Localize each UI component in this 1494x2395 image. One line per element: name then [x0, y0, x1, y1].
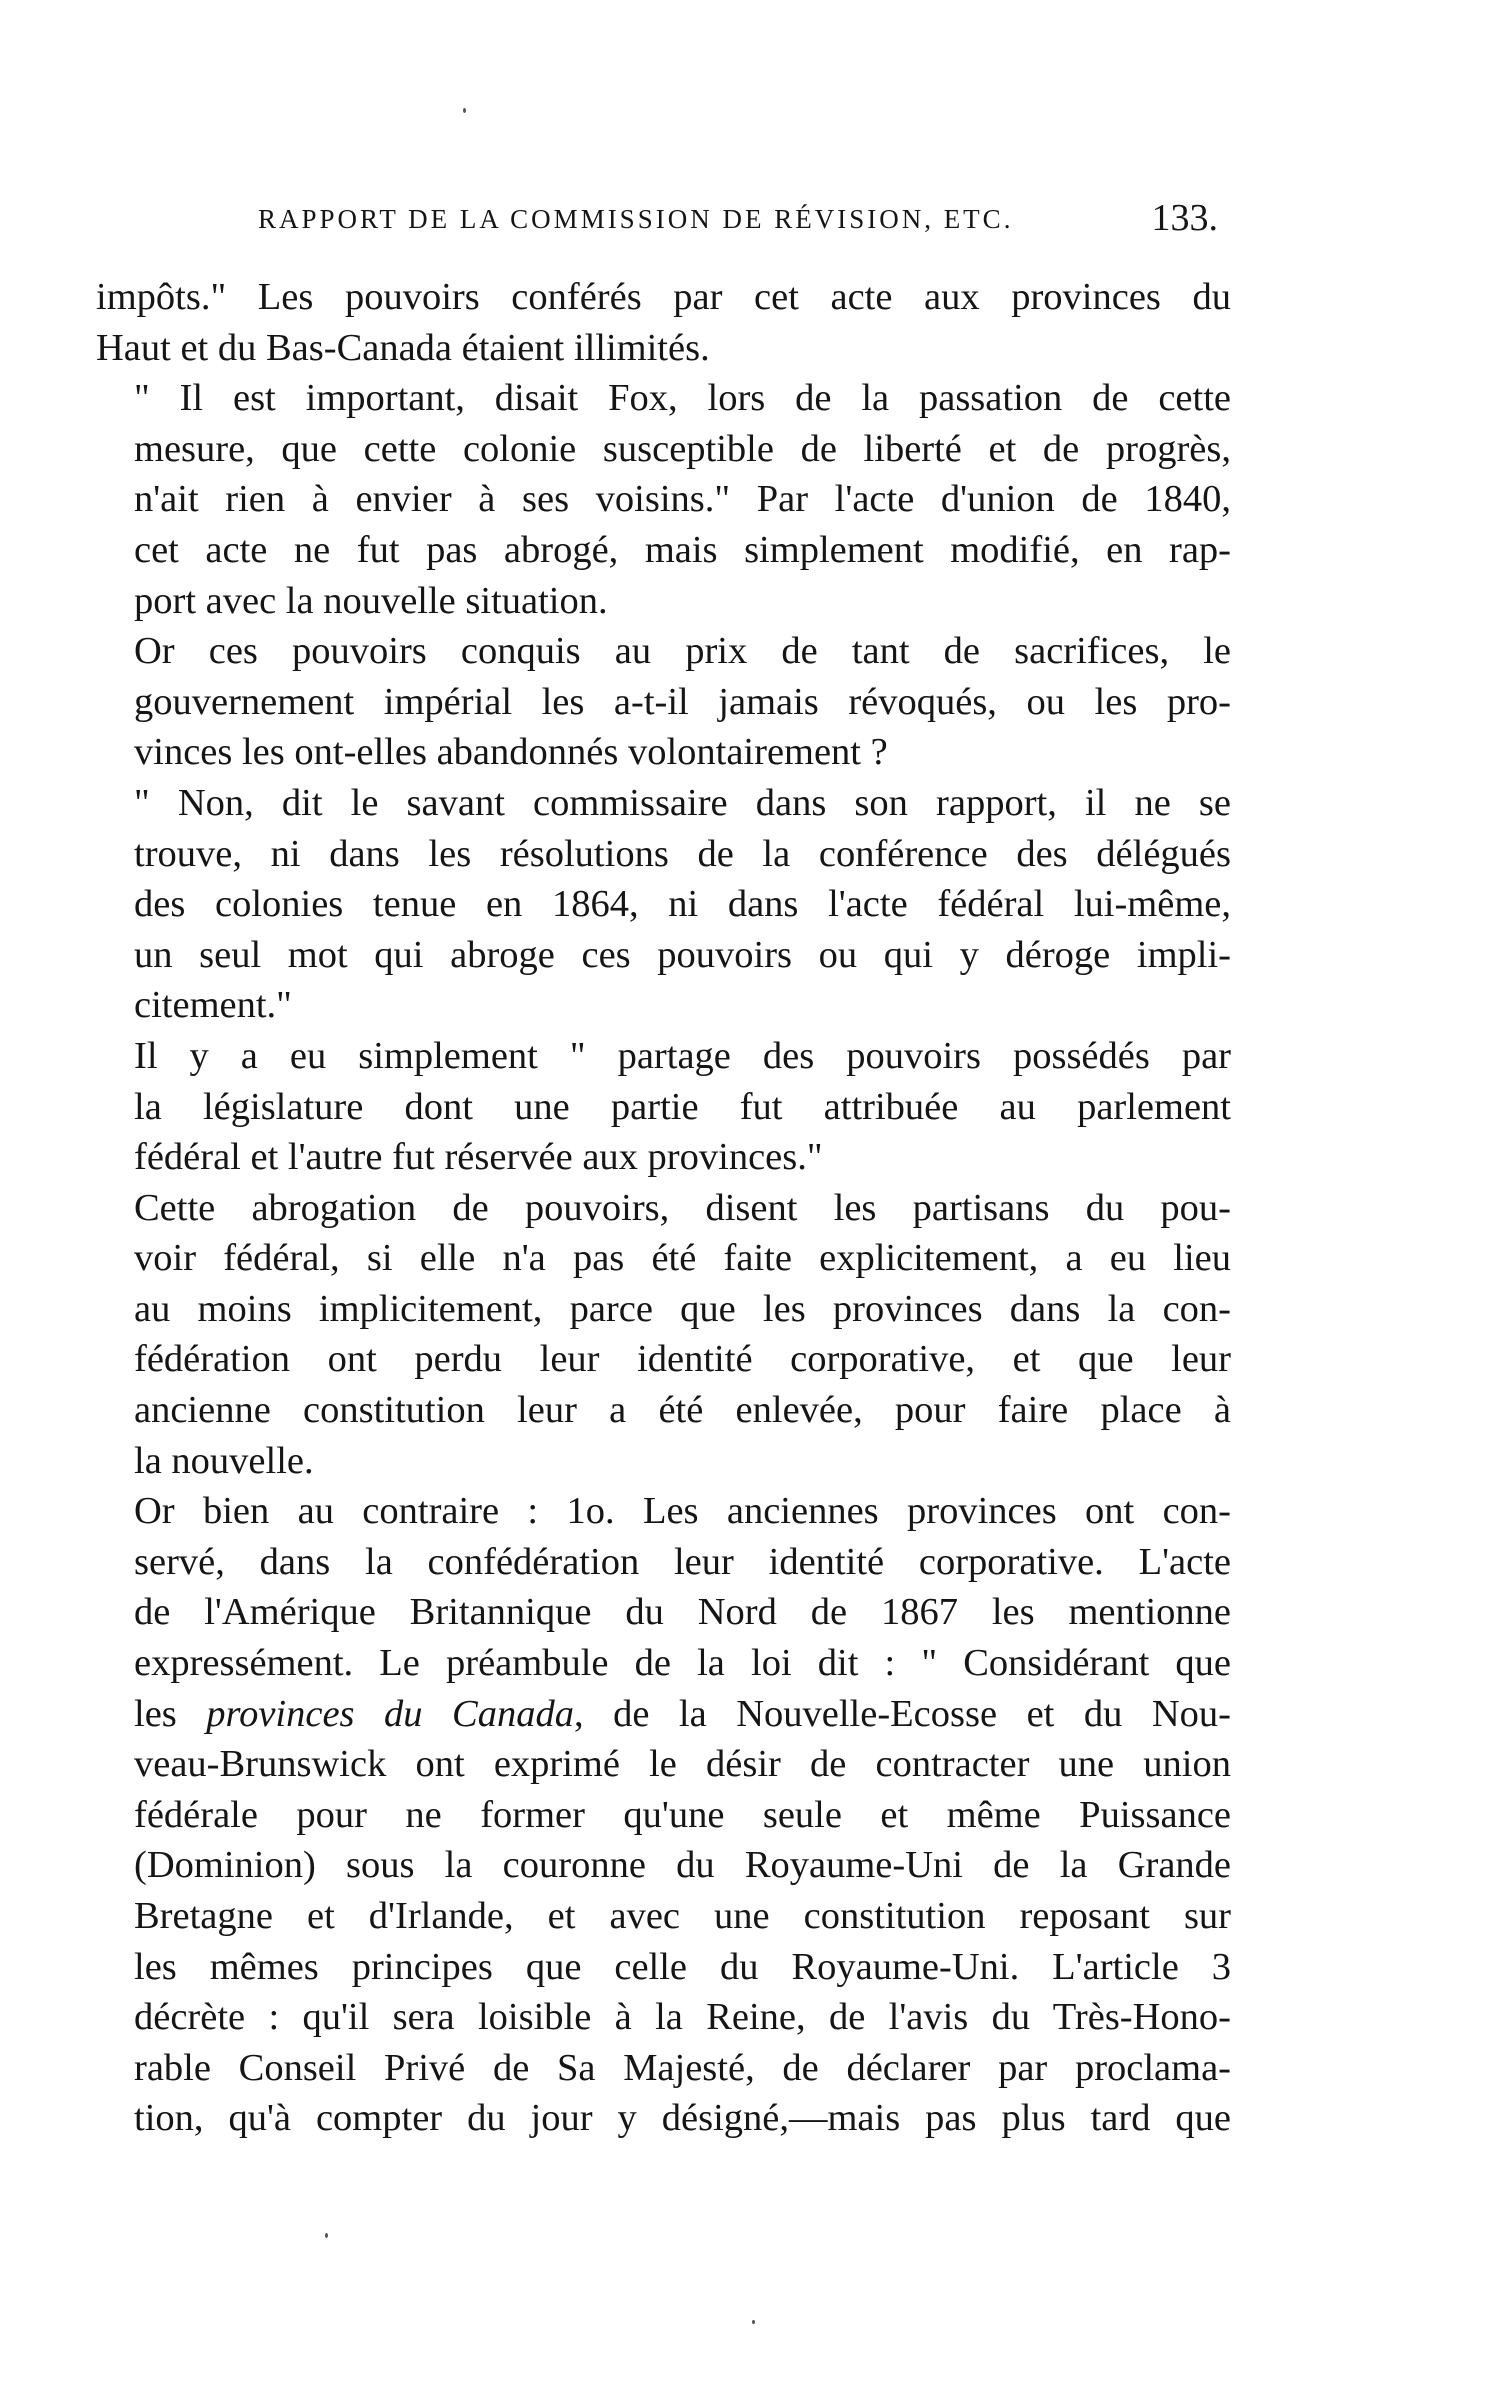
text-line: n'ait rien à envier à ses voisins." Par l'acte d'union de 1840, — [134, 478, 1231, 521]
running-title: RAPPORT DE LA COMMISSION DE RÉVISION, ETC. — [258, 204, 1014, 234]
text-line: trouve, ni dans les résolutions de la conférence des délégués — [134, 832, 1231, 875]
page-number: 133. — [1151, 197, 1218, 239]
text-line: mesure, que cette colonie susceptible de liberté et de progrès, — [134, 427, 1231, 470]
print-speck — [463, 108, 466, 113]
text-line: les mêmes principes que celle du Royaume-Uni. L'article 3 — [134, 1945, 1231, 1988]
text-line: expressément. Le préambule de la loi dit : " Considérant que — [134, 1642, 1231, 1685]
paragraph — [96, 373, 1231, 626]
paragraph — [96, 626, 1231, 778]
text-line: fédération ont perdu leur identité corporative, et que leur — [134, 1338, 1231, 1381]
text-line: décrète : qu'il sera loisible à la Reine, de l'avis du Très-Hono- — [134, 1996, 1231, 2039]
text-line: fédérale pour ne former qu'une seule et même Puissance — [134, 1793, 1231, 1836]
text-line: de l'Amérique Britannique du Nord de 1867 les mentionne — [134, 1591, 1231, 1634]
text-line: impôts." Les pouvoirs conférés par cet acte aux provinces du — [96, 276, 1231, 318]
text-line: la législature dont une partie fut attribuée au parlement — [134, 1085, 1231, 1128]
text-line: ancienne constitution leur a été enlevée, pour faire place à — [134, 1389, 1231, 1432]
body-text — [96, 272, 1231, 2144]
paragraph — [96, 1031, 1231, 1183]
text-line: Cette abrogation de pouvoirs, disent les partisans du pou- — [134, 1186, 1231, 1229]
paragraph — [96, 1183, 1231, 1487]
text-line: gouvernement impérial les a-t-il jamais révoqués, ou les pro- — [134, 680, 1231, 723]
paragraph — [96, 1486, 1231, 2144]
text-line: (Dominion) sous la couronne du Royaume-Uni de la Grande — [134, 1844, 1231, 1887]
text-line: fédéral et l'autre fut réservée aux provinces." — [134, 1136, 823, 1179]
text-line: au moins implicitement, parce que les provinces dans la con- — [134, 1287, 1231, 1330]
text-line: citement." — [134, 984, 292, 1027]
line-end: , de la Nouvelle-Ecosse et du Nou- — [573, 1692, 1231, 1735]
text-line: servé, dans la confédération leur identité corporative. L'acte — [134, 1540, 1231, 1583]
running-head — [258, 196, 1218, 246]
paragraph — [96, 272, 1231, 373]
text-line: cet acte ne fut pas abrogé, mais simplement modifié, en rap- — [134, 528, 1231, 571]
text-line: vinces les ont-elles abandonnés volontairement ? — [134, 731, 888, 774]
text-line: " Non, dit le savant commissaire dans son rapport, il ne se — [134, 781, 1231, 824]
italic-phrase: provinces du Canada — [206, 1692, 574, 1735]
text-line: port avec la nouvelle situation. — [134, 579, 608, 622]
text-line: veau-Brunswick ont exprimé le désir de contracter une union — [134, 1743, 1231, 1786]
text-line: Haut et du Bas-Canada étaient illimités. — [96, 326, 710, 369]
text-line: des colonies tenue en 1864, ni dans l'acte fédéral lui-même, — [134, 883, 1231, 926]
text-line: la nouvelle. — [134, 1439, 314, 1482]
print-speck — [325, 2233, 328, 2238]
print-speck — [752, 2320, 755, 2324]
text-line: rable Conseil Privé de Sa Majesté, de déclarer par proclama- — [134, 2046, 1231, 2089]
line-start: les — [134, 1692, 207, 1735]
paragraph — [96, 778, 1231, 1031]
text-line-with-italic — [96, 1689, 1231, 1740]
text-line: Or bien au contraire : 1o. Les anciennes provinces ont con- — [134, 1490, 1231, 1533]
text-line: voir fédéral, si elle n'a pas été faite explicitement, a eu lieu — [134, 1237, 1231, 1280]
text-line: un seul mot qui abroge ces pouvoirs ou qui y déroge impli- — [134, 933, 1231, 976]
text-line: Bretagne et d'Irlande, et avec une constitution reposant sur — [134, 1895, 1231, 1937]
text-line: Or ces pouvoirs conquis au prix de tant de sacrifices, le — [134, 630, 1231, 673]
text-line: " Il est important, disait Fox, lors de la passation de cette — [134, 377, 1231, 420]
text-line: Il y a eu simplement " partage des pouvoirs possédés par — [134, 1034, 1231, 1077]
text-line: tion, qu'à compter du jour y désigné,—mais pas plus tard que — [134, 2097, 1231, 2140]
